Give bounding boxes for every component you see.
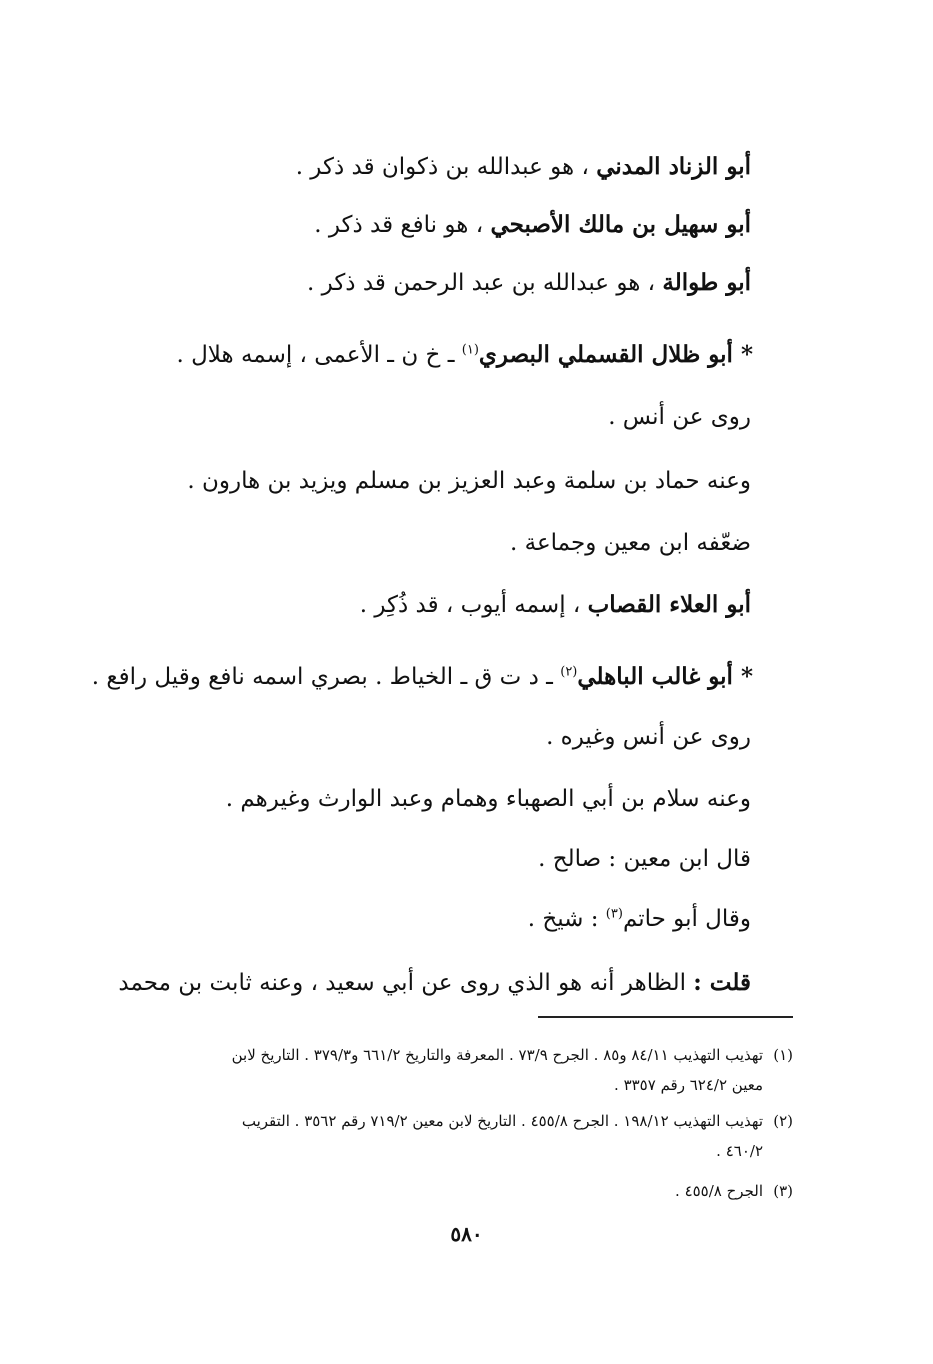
narration-text: : شيخ . [527,906,606,932]
footnote-number: (١) [773,1046,793,1064]
entry-abu-ghalib [92,660,753,694]
footnote-text: تهذيب التهذيب ١٩٨/١٢ . الجرح ٤٥٥/٨ . التاريخ لابن معين ٧١٩/٢ رقم ٣٥٦٢ . التقريب [241,1112,763,1130]
narration-text: وقال أبو حاتم [622,906,751,932]
footnote-separator [538,1016,793,1018]
footnote-1 [123,1040,793,1100]
footnote-text: ٤٦٠/٢ . [716,1142,763,1160]
star-marker: * [732,663,753,690]
narration-line [528,902,751,936]
entry-name: أبو العلاء القصاب [587,591,751,618]
entry-abu-suhail [314,208,751,242]
entry-abu-al-ala [360,588,751,622]
page-number: ٥٨٠ [450,1222,483,1246]
entry-abu-al-zinad [296,150,751,184]
footnote-text: تهذيب التهذيب ٨٤/١١ و٨٥ . الجرح ٧٣/٩ . المعرفة والتاريخ ٦٦١/٢ و٣٧٩/٣ . التاريخ لابن [231,1046,763,1064]
entry-name: أبو سهيل بن مالك الأصبحي [490,211,751,238]
entry-text: ـ د ت ق ـ الخياط . بصري اسمه نافع وقيل رافع . [91,664,561,690]
entry-text: ، هو عبدالله بن عبد الرحمن قد ذكر . [307,270,663,296]
entry-text: ـ خ ن ـ الأعمى ، إسمه هلال . [176,342,462,368]
narration-line: روى عن أنس وغيره . [546,724,751,750]
footnote-ref: (٢) [560,664,578,680]
narration-line: وعنه حماد بن سلمة وعبد العزيز بن مسلم ويزيد بن هارون . [187,468,751,494]
entry-name: أبو الزناد المدني [596,153,751,180]
entry-abu-zilal [176,338,753,372]
entry-name: أبو ظلال القسملي البصري [478,341,733,368]
note-line [118,966,751,1000]
footnote-number: (٢) [773,1112,793,1130]
footnote-3 [123,1176,793,1206]
entry-name: أبو غالب الباهلي [577,663,733,690]
narration-line: قال ابن معين : صالح . [538,846,751,872]
narration-line: وعنه سلام بن أبي الصهباء وهمام وعبد الوارث وغيرهم . [225,786,751,812]
note-lead: قلت : [693,969,751,996]
star-marker: * [732,341,753,368]
footnote-number: (٣) [773,1182,793,1200]
narration-line: روى عن أنس . [608,404,751,430]
footnote-2 [123,1106,793,1166]
narration-line: ضعّفه ابن معين وجماعة . [510,530,751,556]
footnote-ref: (٣) [605,906,623,922]
entry-text: ، إسمه أيوب ، قد ذُكِر . [359,592,588,618]
footnote-text: معين ٦٢٤/٢ رقم ٣٣٥٧ . [614,1076,763,1094]
footnote-text: الجرح ٤٥٥/٨ . [675,1182,763,1200]
note-text: الظاهر أنه هو الذي روى عن أبي سعيد ، وعنه ثابت بن محمد [118,970,694,996]
entry-name: أبو طوالة [662,269,751,296]
footnote-ref: (١) [461,342,479,358]
entry-text: ، هو عبدالله بن ذكوان قد ذكر . [295,154,597,180]
entry-text: ، هو نافع قد ذكر . [314,212,491,238]
entry-abu-tuwala [307,266,751,300]
